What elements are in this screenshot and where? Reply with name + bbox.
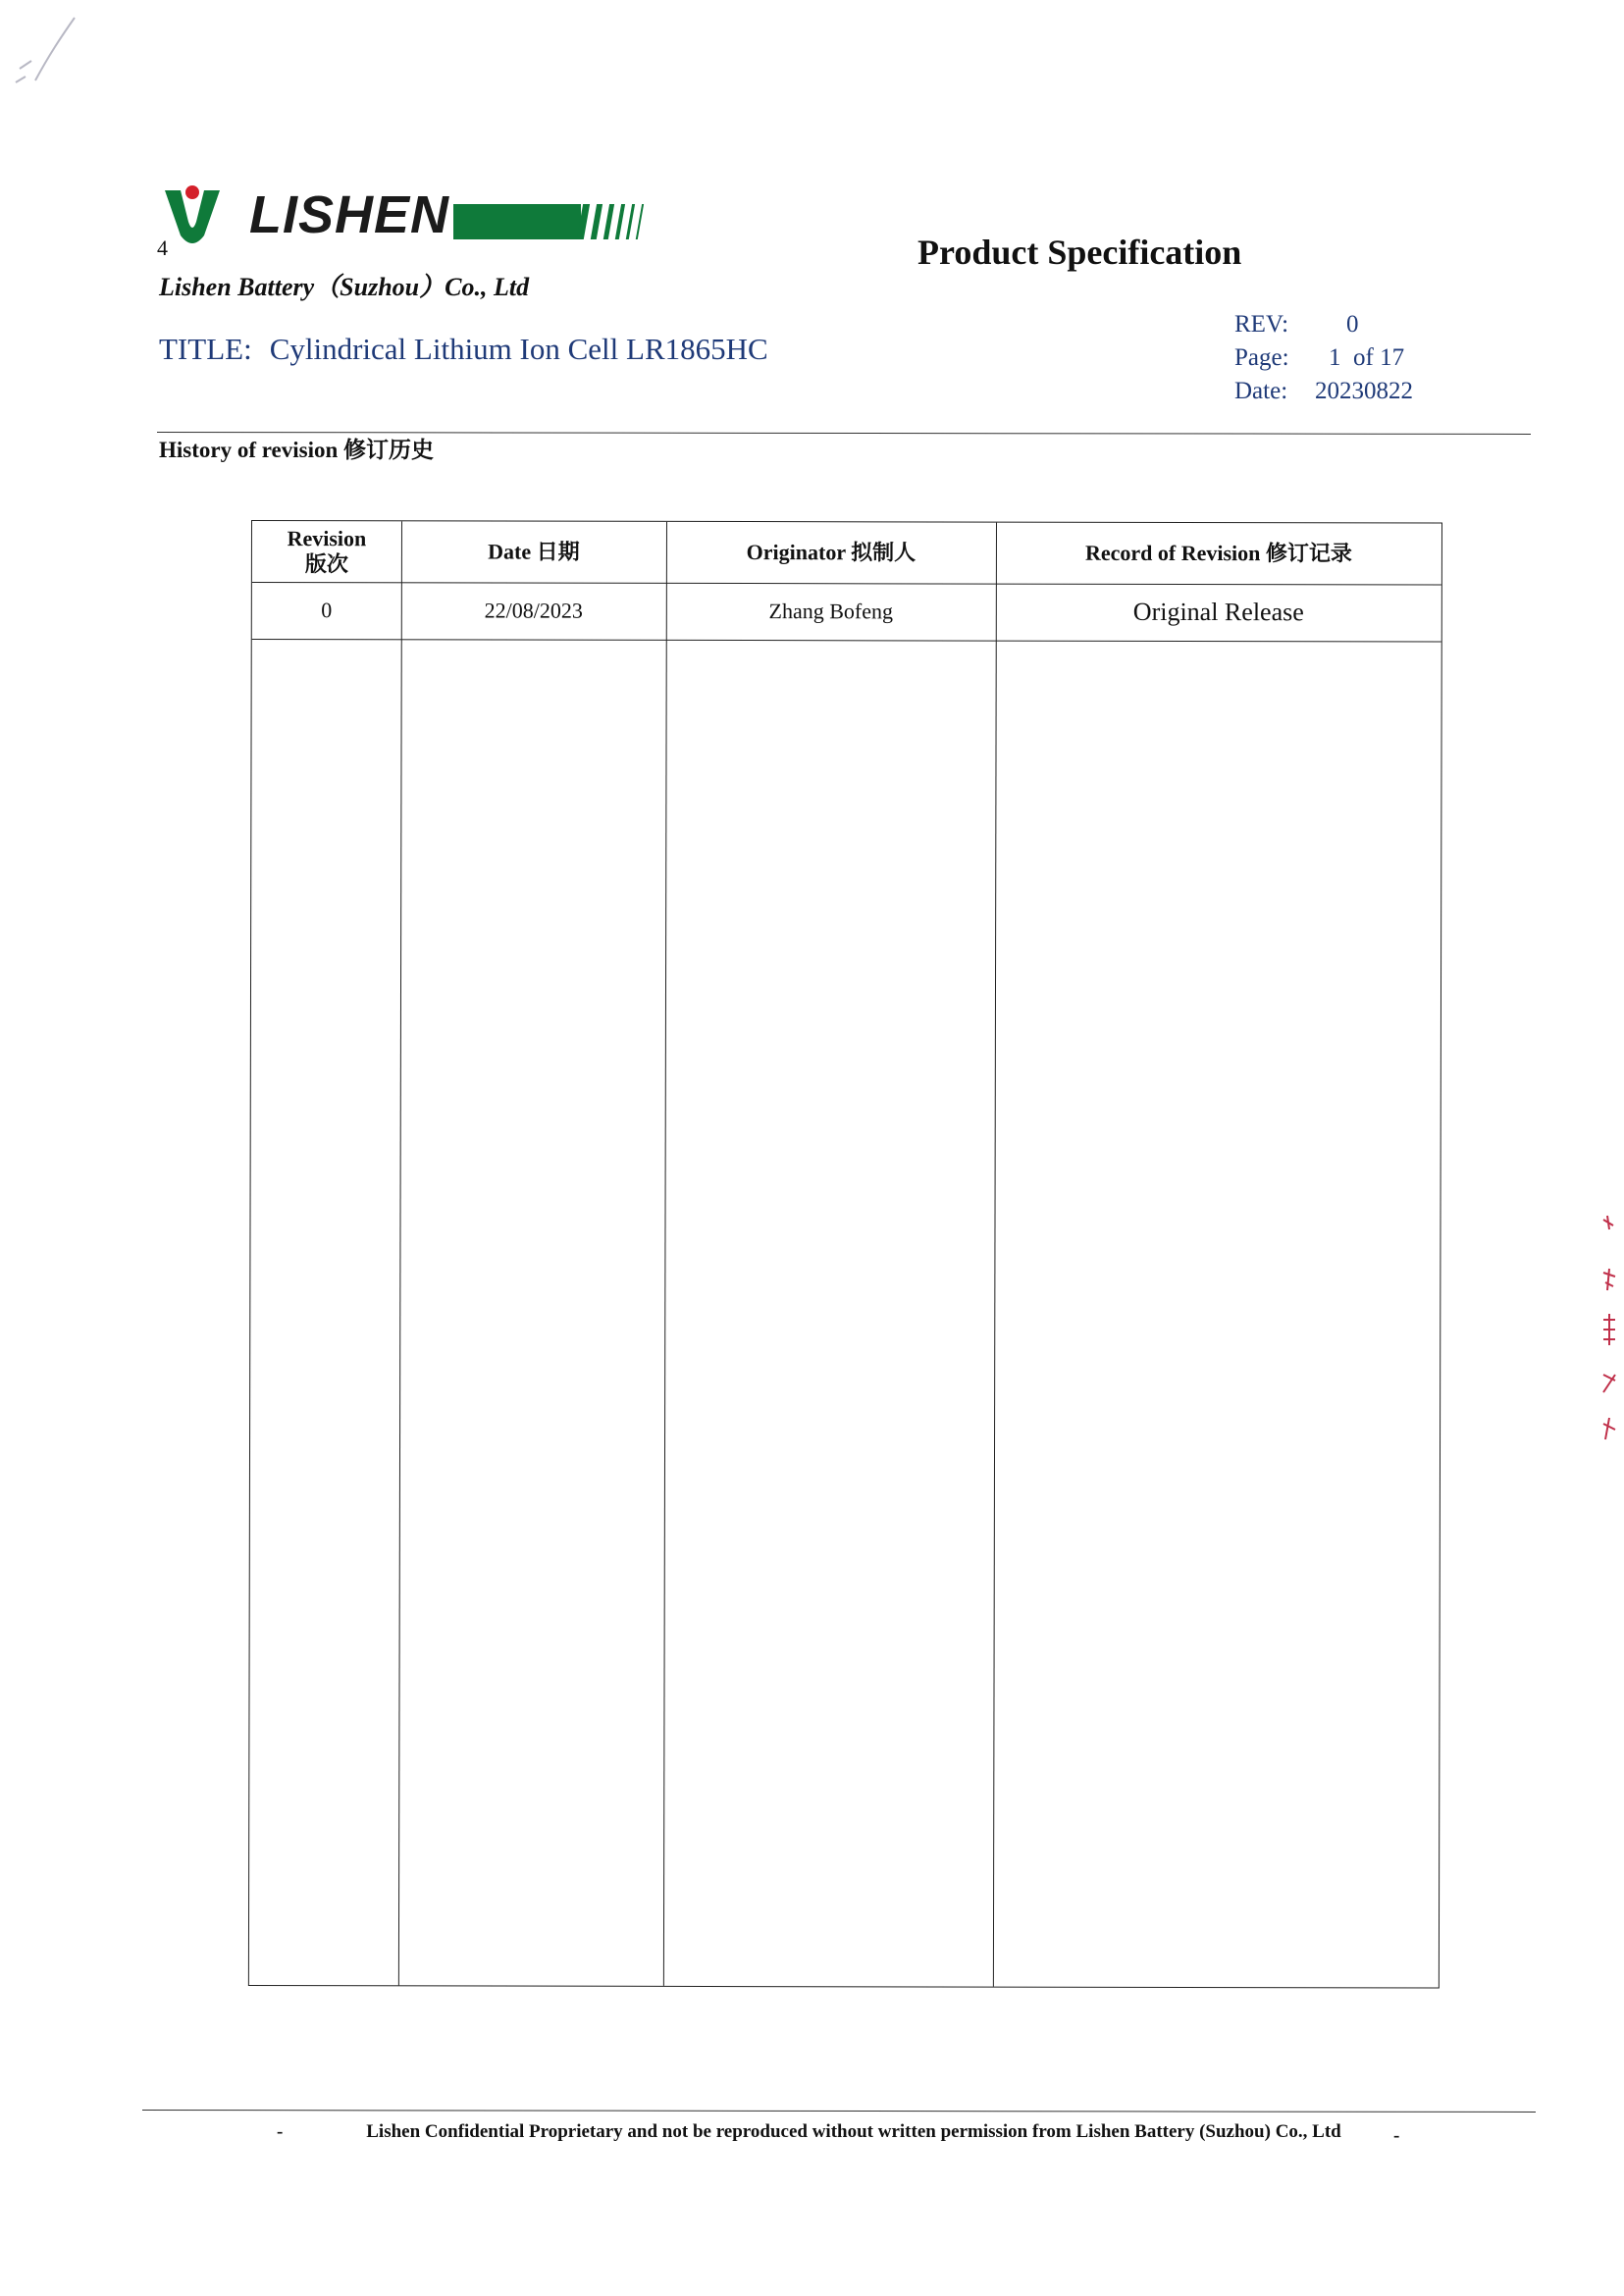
cell-date: 22/08/2023	[484, 598, 583, 623]
title-value: Cylindrical Lithium Ion Cell LR1865HC	[269, 332, 768, 366]
scan-mark-icon	[14, 12, 82, 120]
page-row	[1234, 341, 1413, 375]
table-header-row	[252, 521, 1441, 586]
date-label: Date:	[1234, 378, 1288, 404]
footer-dash-right: -	[1393, 2125, 1400, 2146]
company-logo	[159, 183, 650, 247]
column-divider	[993, 523, 997, 1987]
column-divider	[398, 521, 402, 1985]
rev-row	[1234, 308, 1413, 341]
header-record: Record of Revision 修订记录	[1084, 540, 1352, 566]
page-value: 1 of 17	[1329, 344, 1405, 371]
stamp-fragment-icon	[1599, 1212, 1621, 1447]
header-revision-cn: 版次	[304, 551, 348, 577]
page-label: Page:	[1234, 344, 1289, 371]
title-label: TITLE:	[159, 332, 252, 366]
header-originator: Originator 拟制人	[746, 540, 917, 565]
document-title	[159, 332, 768, 367]
rev-value: 0	[1346, 311, 1359, 338]
table-row	[252, 582, 1441, 643]
date-row	[1234, 375, 1413, 408]
footer-dash-left: -	[277, 2121, 284, 2142]
revision-history-table	[248, 520, 1442, 1989]
column-divider	[663, 522, 667, 1986]
spec-title: Product Specification	[917, 233, 1242, 272]
header-revision-en: Revision	[287, 526, 367, 551]
header-revision	[252, 521, 401, 582]
page-mark: 4	[157, 235, 168, 260]
logo-wordmark: LISHEN	[249, 185, 450, 244]
header-date: Date 日期	[488, 539, 580, 564]
company-name: Lishen Battery（Suzhou）Co., Ltd	[159, 273, 530, 301]
cell-revision: 0	[321, 598, 333, 623]
cell-originator: Zhang Bofeng	[768, 599, 894, 624]
document-meta	[1234, 308, 1413, 408]
date-value: 20230822	[1315, 378, 1413, 404]
cell-record: Original Release	[1132, 597, 1304, 627]
history-heading: History of revision 修订历史	[159, 438, 435, 462]
rev-label: REV:	[1234, 311, 1289, 338]
footer-confidential-notice: Lishen Confidential Proprietary and not be reproduced without written permission from Lishen Battery (Suzhou) Co., Ltd	[366, 2121, 1341, 2142]
footer-divider	[142, 2110, 1536, 2113]
